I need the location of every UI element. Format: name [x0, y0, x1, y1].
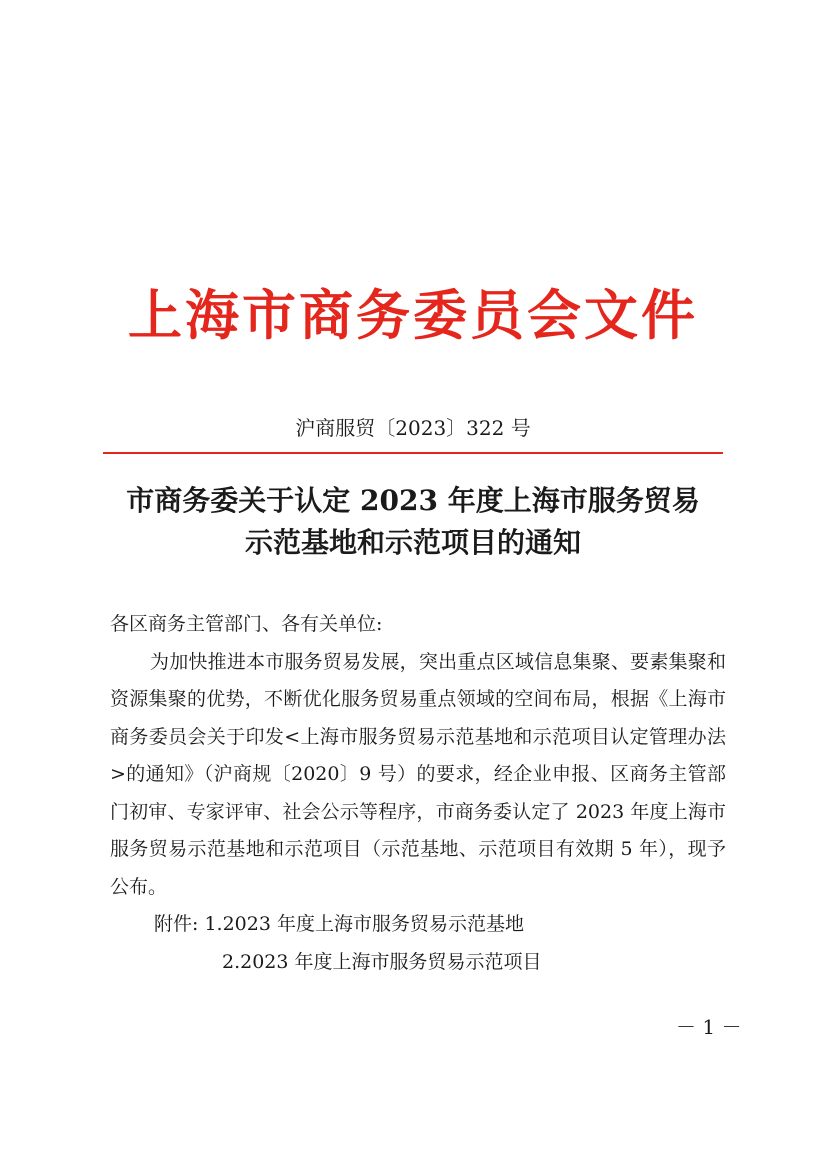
page-number: － 1 － — [676, 1015, 742, 1039]
notice-title-line-2: 示范基地和示范项目的通知 — [244, 526, 581, 559]
attachment-item-2: 2.2023 年度上海市服务贸易示范项目 — [222, 950, 542, 973]
notice-title — [90, 480, 736, 564]
notice-title-line-1: 市商务委关于认定 2023 年度上海市服务贸易 — [126, 484, 700, 517]
notice-body — [110, 606, 726, 981]
document-number: 沪商服贸〔2023〕322 号 — [295, 416, 531, 440]
red-divider-line — [103, 452, 723, 454]
masthead-title: 上海市商务委员会文件 — [128, 283, 698, 347]
salutation: 各区商务主管部门、各有关单位: — [110, 613, 383, 635]
main-paragraph: 为加快推进本市服务贸易发展，突出重点区域信息集聚、要素集聚和资源集聚的优势，不断优化服务贸易重点领域的空间布局，根据《上海市商务委员会关于印发<上海市服务贸易示范基地和示范项目认定管理办法>的通知》（沪商规〔2020〕9 号）的要求，经企业申报、区商务主管部门初审、专家评审、社会公示等程序，市商务委认定了 2023 年度上海市服务贸易示范基地和示范项目（示范基地、示范项目有效期 5 年），现予公布。 — [110, 650, 726, 898]
attachment-item-1: 附件: 1.2023 年度上海市服务贸易示范基地 — [154, 913, 524, 935]
